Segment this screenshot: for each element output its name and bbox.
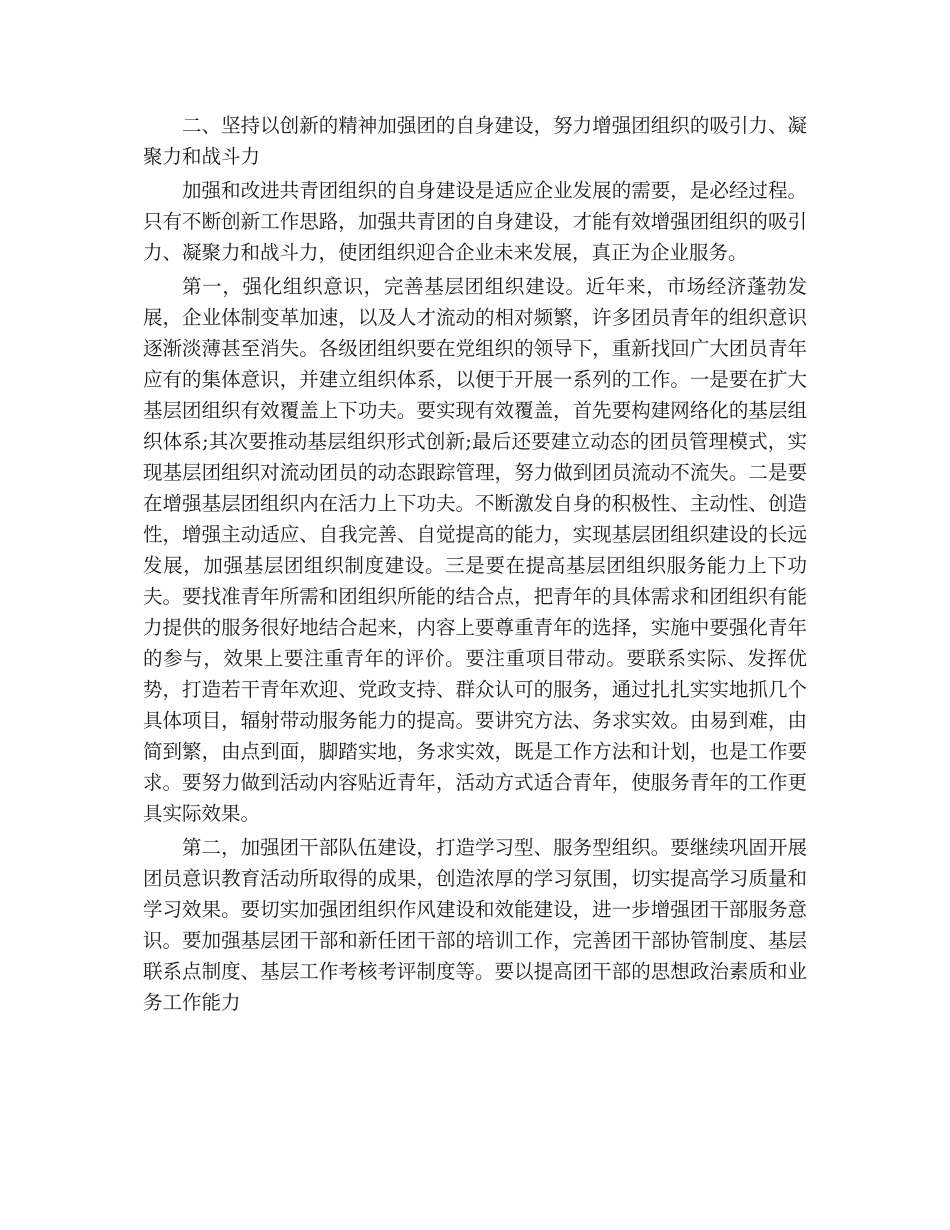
document-body — [143, 110, 807, 1021]
paragraph-first-point: 第一，强化组织意识，完善基层团组织建设。近年来，市场经济蓬勃发展，企业体制变革加速，以及人才流动的相对频繁，许多团员青年的组织意识逐渐淡薄甚至消失。各级团组织要在党组织的领导下，重新找回广大团员青年应有的集体意识，并建立组织体系，以便于开展一系列的工作。一是要在扩大基层团组织有效覆盖上下功夫。要实现有效覆盖，首先要构建网络化的基层组织体系;其次要推动基层组织形式创新;最后还要建立动态的团员管理模式，实现基层团组织对流动团员的动态跟踪管理，努力做到团员流动不流失。二是要在增强基层团组织内在活力上下功夫。不断激发自身的积极性、主动性、创造性，增强主动适应、自我完善、自觉提高的能力，实现基层团组织建设的长远发展，加强基层团组织制度建设。三是要在提高基层团组织服务能力上下功夫。要找准青年所需和团组织所能的结合点，把青年的具体需求和团组织有能力提供的服务很好地结合起来，内容上要尊重青年的选择，实施中要强化青年的参与，效果上要注重青年的评价。要注重项目带动。要联系实际、发挥优势，打造若干青年欢迎、党政支持、群众认可的服务，通过扎扎实实地抓几个具体项目，辐射带动服务能力的提高。要讲究方法、务求实效。由易到难，由简到繁，由点到面，脚踏实地，务求实效，既是工作方法和计划，也是工作要求。要努力做到活动内容贴近青年，活动方式适合青年，使服务青年的工作更具实际效果。 — [143, 275, 807, 825]
paragraph-second-point: 第二，加强团干部队伍建设，打造学习型、服务型组织。要继续巩固开展团员意识教育活动所取得的成果，创造浓厚的学习氛围，切实提高学习质量和学习效果。要切实加强团组织作风建设和效能建设，进一步增强团干部服务意识。要加强基层团干部和新任团干部的培训工作，完善团干部协管制度、基层联系点制度、基层工作考核考评制度等。要以提高团干部的思想政治素质和业务工作能力 — [143, 836, 807, 1014]
section-heading: 二、坚持以创新的精神加强团的自身建设，努力增强团组织的吸引力、凝聚力和战斗力 — [143, 114, 807, 168]
paragraph-intro: 加强和改进共青团组织的自身建设是适应企业发展的需要，是必经过程。只有不断创新工作思路，加强共青团的自身建设，才能有效增强团组织的吸引力、凝聚力和战斗力，使团组织迎合企业未来发展，真正为企业服务。 — [143, 179, 807, 264]
